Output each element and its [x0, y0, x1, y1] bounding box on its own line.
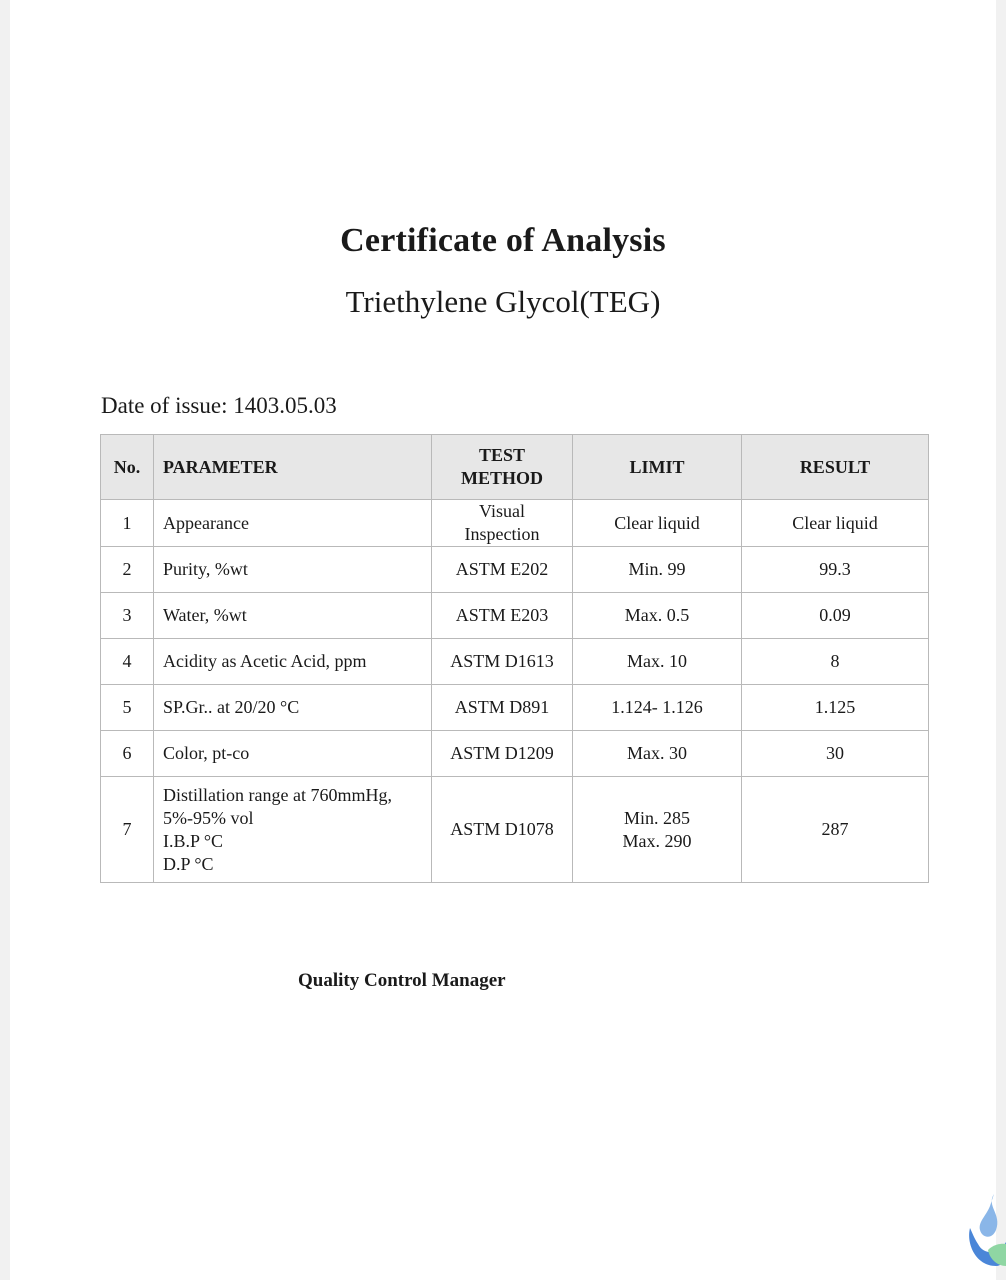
row-limit: Clear liquid: [573, 500, 742, 547]
table-row: [101, 639, 929, 685]
table-header-row: [101, 435, 929, 500]
row-result: 8: [742, 639, 929, 685]
row-parameter: Color, pt-co: [154, 731, 432, 777]
date-of-issue: Date of issue: 1403.05.03: [101, 393, 337, 418]
row-no: 4: [101, 639, 154, 685]
document-subtitle: Triethylene Glycol(TEG): [345, 284, 661, 319]
row-no: 6: [101, 731, 154, 777]
table-row: [101, 777, 929, 883]
row-no: 2: [101, 547, 154, 593]
table-row: [101, 500, 929, 547]
signature-label: Quality Control Manager: [298, 970, 506, 991]
row-result: 287: [742, 777, 929, 883]
row-no: 5: [101, 685, 154, 731]
row-parameter: Purity, %wt: [154, 547, 432, 593]
row-limit: Max. 30: [573, 731, 742, 777]
row-limit-line2: Max. 290: [622, 830, 692, 851]
row-method: ASTM D1613: [432, 639, 573, 685]
row-no: 7: [101, 777, 154, 883]
row-parameter-line2: 5%-95% vol: [163, 807, 254, 828]
row-parameter: [154, 777, 432, 883]
header-no: No.: [101, 435, 154, 500]
row-limit: Max. 10: [573, 639, 742, 685]
row-limit: Min. 99: [573, 547, 742, 593]
row-method: [432, 500, 573, 547]
row-method-line1: Visual: [479, 501, 525, 521]
row-method: ASTM D1209: [432, 731, 573, 777]
row-limit: [573, 777, 742, 883]
header-parameter: PARAMETER: [154, 435, 432, 500]
table-row: [101, 593, 929, 639]
row-parameter: SP.Gr.. at 20/20 °C: [154, 685, 432, 731]
header-test-method-line1: TEST: [478, 445, 526, 465]
document-title: Certificate of Analysis: [340, 222, 666, 259]
row-method: ASTM D891: [432, 685, 573, 731]
row-parameter: Appearance: [154, 500, 432, 547]
row-method: ASTM E203: [432, 593, 573, 639]
row-method-line2: Inspection: [464, 524, 540, 544]
row-limit: 1.124- 1.126: [573, 685, 742, 731]
row-result: 30: [742, 731, 929, 777]
row-method: ASTM E202: [432, 547, 573, 593]
row-result: 1.125: [742, 685, 929, 731]
row-result: 99.3: [742, 547, 929, 593]
row-result: Clear liquid: [742, 500, 929, 547]
row-method: ASTM D1078: [432, 777, 573, 883]
row-parameter: Water, %wt: [154, 593, 432, 639]
table-row: [101, 685, 929, 731]
table-row: [101, 731, 929, 777]
row-limit-line1: Min. 285: [623, 807, 690, 828]
row-no: 1: [101, 500, 154, 547]
header-result: RESULT: [742, 435, 929, 500]
row-result: 0.09: [742, 593, 929, 639]
row-parameter-line3: I.B.P °C: [163, 830, 224, 851]
analysis-table: [100, 434, 929, 883]
table-row: [101, 547, 929, 593]
row-no: 3: [101, 593, 154, 639]
header-test-method: [432, 435, 573, 500]
header-limit: LIMIT: [573, 435, 742, 500]
row-parameter: Acidity as Acetic Acid, ppm: [154, 639, 432, 685]
header-test-method-line2: METHOD: [460, 468, 543, 488]
row-parameter-line4: D.P °C: [163, 853, 214, 874]
drop-logo-icon: [966, 1192, 1006, 1272]
row-parameter-line1: Distillation range at 760mmHg,: [163, 784, 392, 805]
row-limit: Max. 0.5: [573, 593, 742, 639]
